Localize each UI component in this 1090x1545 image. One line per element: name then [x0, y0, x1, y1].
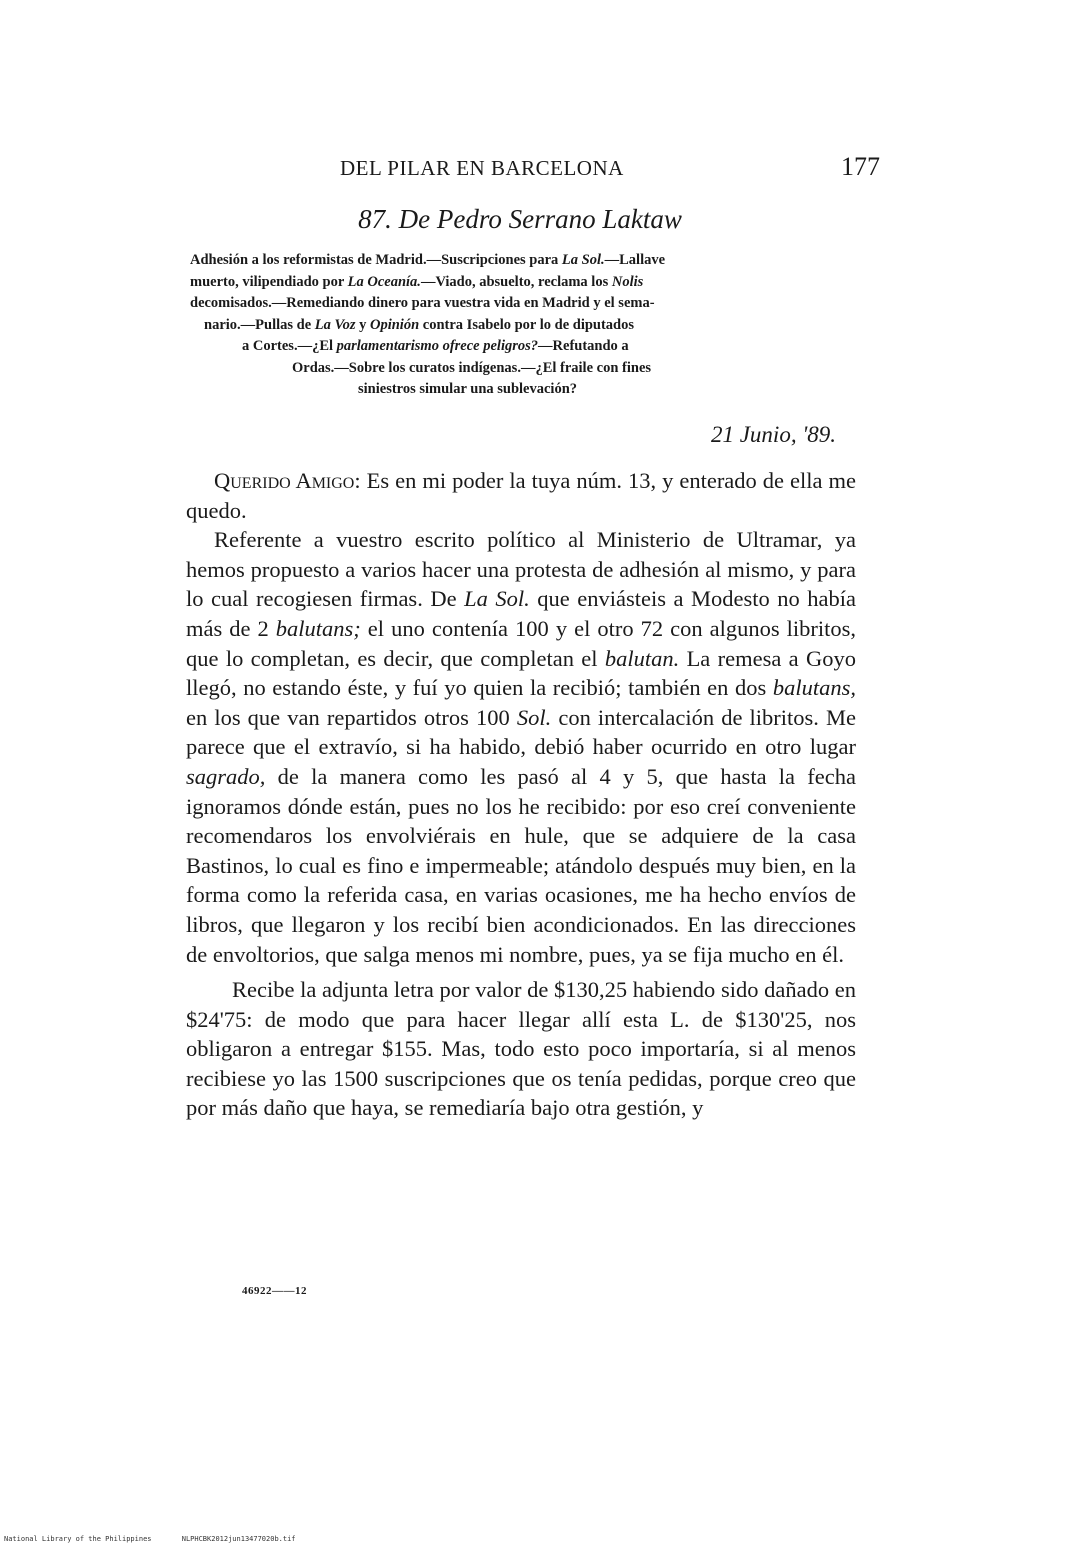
summary-line: Ordas.—Sobre los curatos indígenas.—¿El fraile con fines: [292, 359, 652, 376]
running-title: DEL PILAR EN BARCELONA: [340, 156, 624, 180]
letter-date: 21 Junio, '89.: [710, 422, 836, 447]
page-number: 177: [841, 152, 880, 181]
summary-line: Adhesión a los reformistas de Madrid.—Suscripciones para La Sol.—Lallave: [190, 252, 666, 268]
page-header: [190, 150, 880, 190]
letter-body: [186, 466, 856, 1123]
summary-line: siniestros simular una sublevación?: [358, 381, 578, 397]
printer-signature: 46922——12: [242, 1285, 307, 1297]
scan-footer: [4, 1535, 1086, 1543]
letter-summary: [190, 250, 866, 401]
paragraph: Querido Amigo: Es en mi poder la tuya núm. 13, y enterado de ella me quedo.: [186, 468, 857, 523]
summary-line: muerto, vilipendiado por La Oceanía.—Viado, absuelto, reclama los Nolis: [190, 273, 644, 290]
summary-line: a Cortes.—¿El parlamentarismo ofrece peligros?—Refutando a: [242, 338, 629, 354]
summary-line: nario.—Pullas de La Voz y Opinión contra Isabelo por lo de diputados: [204, 316, 635, 333]
scan-filename: NLPHCBK2012jun13477020b.tif: [181, 1535, 296, 1543]
paragraph: Referente a vuestro escrito político al Ministerio de Ultramar, ya hemos propuesto a varios hacer una protesta de adhesión al mismo, y para lo cual recogiesen firmas. De La Sol. que enviásteis a Modesto no había más de 2 balutans; el uno contenía 100 y el otro 72 con algunos libritos, que lo completan, es decir, que completan el balutan. La remesa a Goyo llegó, no estando éste, y fuí yo quien la recibió; también en dos balutans, en los que van repartidos otros 100 Sol. con intercalación de libritos. Me parece que el extravío, si ha habido, debió haber ocurrido en otro lugar sagrado, de la manera como les pasó al 4 y 5, que hasta la fecha ignoramos dónde están, pues no los he recibido: por eso creí conveniente recomendaros los envolviérais en hule, que se adquiere de la casa Bastinos, lo cual es fino e impermeable; atándolo después muy bien, en la forma como la referida casa, en varias ocasiones, me ha hecho envíos de libros, que llegaron y los recibí bien acondicionados. En las direcciones de envoltorios, que salga menos mi nombre, pues, ya se fija mucho en él.: [186, 527, 857, 967]
scan-source: National Library of the Philippines: [4, 1535, 152, 1543]
summary-line: decomisados.—Remediando dinero para vuestra vida en Madrid y el sema-: [190, 295, 655, 311]
paragraph: Recibe la adjunta letra por valor de $130,25 habiendo sido dañado en $24'75: de modo que para hacer llegar allí esta L. de $130'25, nos obligaron a entregar $155. Mas, todo esto poco importaría, si al menos recibiese yo las 1500 suscripciones que os tenía pedidas, porque creo que por más daño que haya, se remediaría bajo otra gestión, y: [186, 977, 856, 1121]
salutation: Querido Amigo:: [214, 468, 361, 493]
letter-title: 87. De Pedro Serrano Laktaw: [358, 204, 682, 234]
